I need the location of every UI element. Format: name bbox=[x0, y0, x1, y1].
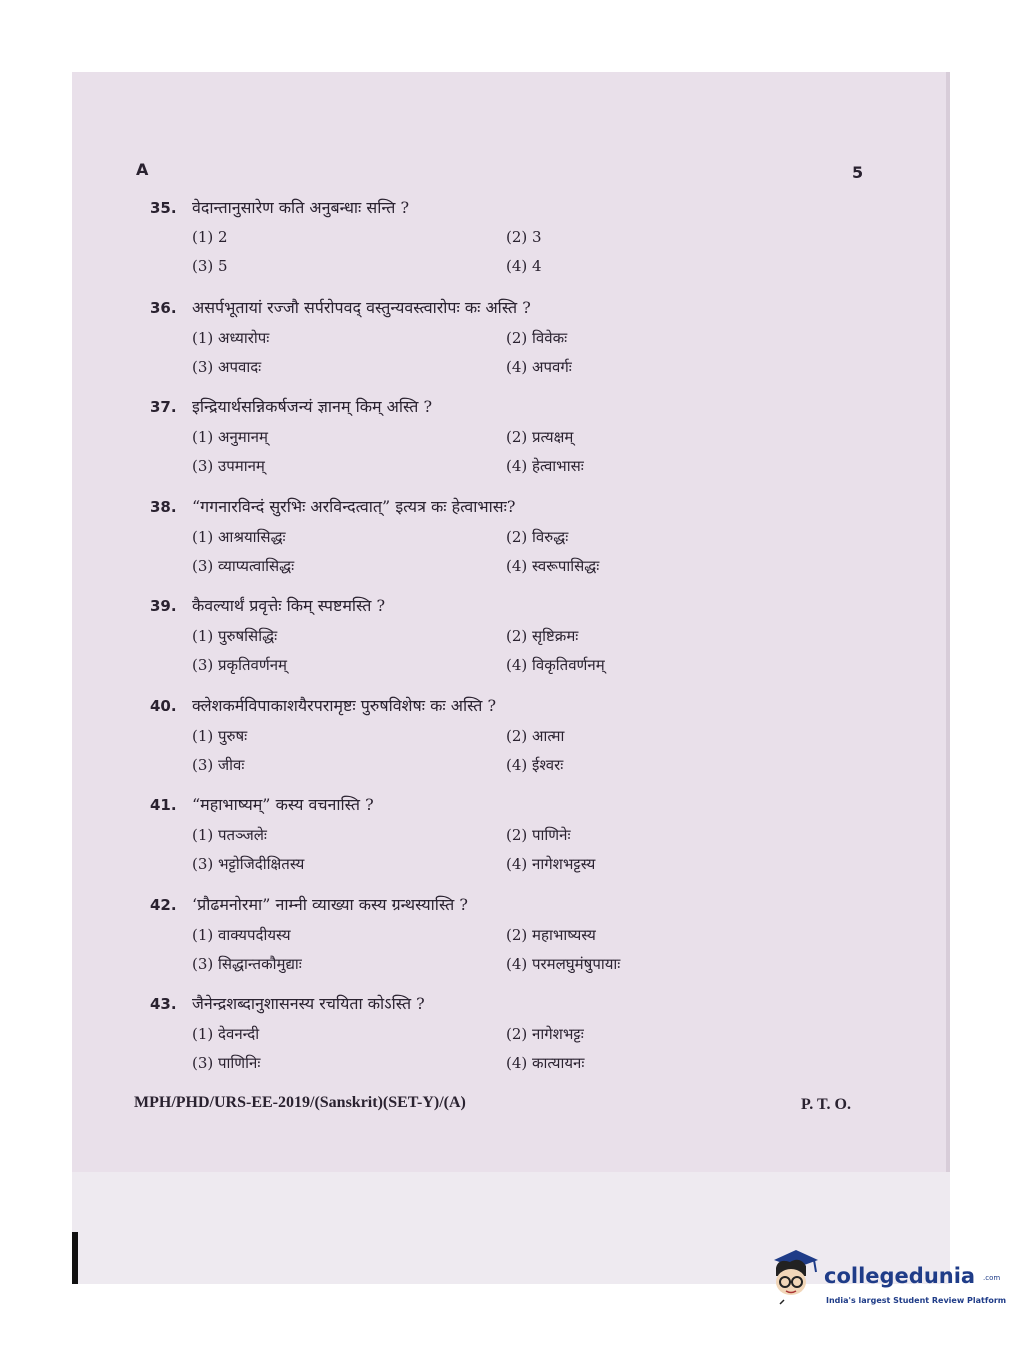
set-letter: A bbox=[136, 160, 149, 179]
option-2: (2) नागेशभट्टः bbox=[506, 1025, 584, 1043]
option-2: (2) सृष्टिक्रमः bbox=[506, 627, 579, 645]
option-3: (3) व्याप्यत्वासिद्धः bbox=[192, 556, 295, 575]
option-3: (3) प्रकृतिवर्णनम् bbox=[192, 656, 287, 674]
question-43 bbox=[150, 992, 670, 1092]
option-4: (4) स्वरूपासिद्धः bbox=[506, 556, 600, 575]
logo-name: collegedunia bbox=[824, 1264, 976, 1288]
option-2: (2) आत्मा bbox=[506, 726, 565, 745]
option-1: (1) अनुमानम् bbox=[192, 428, 268, 446]
question-text: क्लेशकर्मविपाकाशयैरपरामृष्टः पुरुषविशेषः कः अस्ति ? bbox=[192, 695, 497, 715]
option-2: (2) विवेकः bbox=[506, 328, 568, 347]
option-4: (4) विकृतिवर्णनम् bbox=[506, 656, 605, 674]
option-3: (3) जीवः bbox=[192, 755, 245, 774]
option-2: (2) पाणिनेः bbox=[506, 826, 571, 844]
question-text: इन्द्रियार्थसन्निकर्षजन्यं ज्ञानम् किम् अस्ति ? bbox=[192, 397, 433, 416]
question-39 bbox=[150, 594, 670, 694]
question-number: 39. bbox=[150, 597, 177, 615]
question-41 bbox=[150, 793, 670, 893]
question-text: “गगनारविन्दं सुरभिः अरविन्दत्वात्” इत्यत्र कः हेत्वाभासः? bbox=[192, 496, 516, 516]
question-number: 41. bbox=[150, 796, 177, 814]
question-list bbox=[150, 196, 670, 1092]
question-number: 37. bbox=[150, 398, 177, 416]
option-4: (4) कात्यायनः bbox=[506, 1054, 585, 1072]
option-4: (4) 4 bbox=[506, 257, 542, 275]
option-3: (3) भट्टोजिदीक्षितस्य bbox=[192, 855, 305, 873]
question-number: 38. bbox=[150, 497, 177, 516]
paper-code: MPH/PHD/URS-EE-2019/(Sanskrit)(SET-Y)/(A) bbox=[134, 1094, 466, 1111]
option-1: (1) वाक्यपदीयस्य bbox=[192, 925, 291, 944]
question-text: ‘प्रौढमनोरमा” नाम्नी व्याख्या कस्य ग्रन्थस्यास्ति ? bbox=[192, 894, 468, 914]
option-3: (3) 5 bbox=[192, 257, 228, 275]
option-2: (2) प्रत्यक्षम् bbox=[506, 428, 574, 446]
question-text: वेदान्तानुसारेण कति अनुबन्धाः सन्ति ? bbox=[192, 198, 410, 217]
question-text: कैवल्यार्थं प्रवृत्तेः किम् स्पष्टमस्ति ? bbox=[192, 596, 386, 615]
option-3: (3) पाणिनिः bbox=[192, 1054, 261, 1072]
logo-tagline: India's largest Student Review Platform bbox=[826, 1296, 1007, 1305]
page-number: 5 bbox=[852, 163, 864, 182]
question-37 bbox=[150, 395, 670, 495]
option-1: (1) देवनन्दी bbox=[192, 1025, 260, 1043]
question-text: जैनेन्द्रशब्दानुशासनस्य रचयिता कोऽस्ति ? bbox=[192, 994, 425, 1013]
question-number: 36. bbox=[150, 298, 177, 317]
mascot-icon bbox=[766, 1246, 822, 1306]
question-36 bbox=[150, 296, 670, 396]
option-1: (1) आश्रयासिद्धः bbox=[192, 527, 286, 546]
scan-edge bbox=[946, 72, 950, 1172]
option-1: (1) अध्यारोपः bbox=[192, 328, 270, 347]
option-2: (2) महाभाष्यस्य bbox=[506, 925, 596, 944]
option-2: (2) 3 bbox=[506, 228, 542, 246]
question-number: 43. bbox=[150, 995, 177, 1013]
option-3: (3) सिद्धान्तकौमुद्याः bbox=[192, 954, 302, 973]
scan-edge bbox=[72, 1232, 78, 1284]
option-3: (3) उपमानम् bbox=[192, 457, 265, 475]
option-1: (1) 2 bbox=[192, 228, 228, 246]
question-number: 35. bbox=[150, 199, 177, 217]
page-turn-note: P. T. O. bbox=[801, 1096, 851, 1113]
question-40 bbox=[150, 694, 670, 794]
option-3: (3) अपवादः bbox=[192, 357, 262, 376]
option-1: (1) पतञ्जलेः bbox=[192, 826, 267, 844]
question-text: असर्पभूतायां रज्जौ सर्परोपवद् वस्तुन्यवस्त्वारोपः कः अस्ति ? bbox=[192, 297, 531, 317]
option-2: (2) विरुद्धः bbox=[506, 527, 569, 546]
question-38 bbox=[150, 495, 670, 595]
option-1: (1) पुरुषसिद्धिः bbox=[192, 627, 278, 645]
question-42 bbox=[150, 893, 670, 993]
collegedunia-logo bbox=[766, 1246, 1007, 1316]
logo-domain: .com bbox=[983, 1274, 1001, 1282]
option-4: (4) अपवर्गः bbox=[506, 357, 572, 376]
option-4: (4) ईश्वरः bbox=[506, 755, 564, 774]
question-number: 42. bbox=[150, 895, 177, 914]
option-4: (4) हेत्वाभासः bbox=[506, 457, 584, 475]
option-4: (4) नागेशभट्टस्य bbox=[506, 855, 596, 873]
question-number: 40. bbox=[150, 696, 177, 715]
option-4: (4) परमलघुमंषुपायाः bbox=[506, 954, 621, 973]
question-text: “महाभाष्यम्” कस्य वचनास्ति ? bbox=[192, 795, 374, 814]
question-35 bbox=[150, 196, 670, 296]
option-1: (1) पुरुषः bbox=[192, 726, 248, 745]
